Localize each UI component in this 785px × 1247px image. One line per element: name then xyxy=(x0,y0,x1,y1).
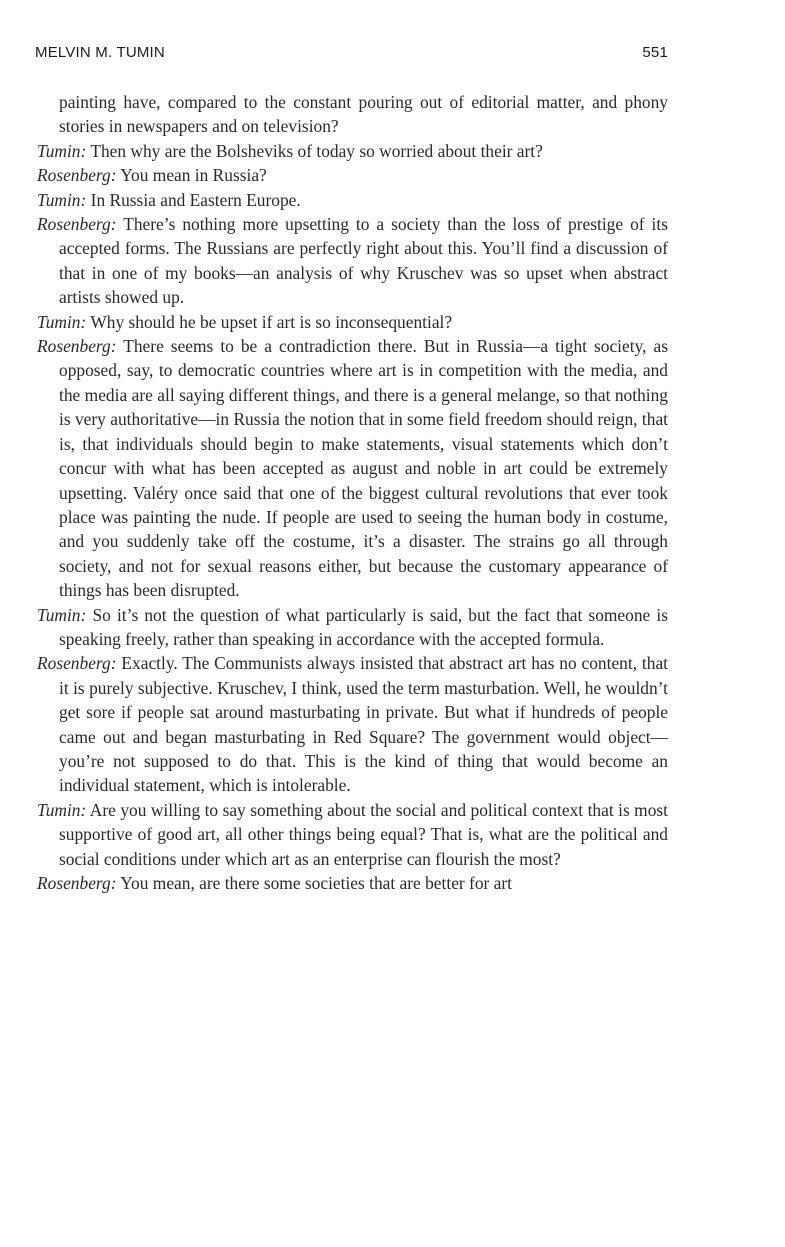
speaker-label: Tumin: xyxy=(37,799,87,820)
dialogue-text: You mean in Russia? xyxy=(120,165,267,186)
dialogue-text: There’s nothing more upsetting to a society than the loss of prestige of its accepted forms. The Russians are perfectly right about this. You’ll find a discussion of that in one of my books—an analysis of why Kruschev was so upset when abstract artists showed up. xyxy=(59,214,668,308)
speaker-label: Tumin: xyxy=(37,189,87,210)
dialogue-paragraph xyxy=(37,871,668,895)
dialogue-paragraph xyxy=(37,310,668,334)
speaker-label: Rosenberg: xyxy=(37,653,117,674)
dialogue-text: Are you willing to say something about the social and political context that is most supportive of good art, all other things being equal? That is, what are the political and social conditions under which art as an enterprise can flourish the most? xyxy=(59,799,668,869)
dialogue-paragraph xyxy=(37,212,668,310)
dialogue-text: You mean, are there some societies that are better for art xyxy=(120,873,513,893)
interview-text xyxy=(37,90,668,895)
dialogue-text: Exactly. The Communists always insisted that abstract art has no content, that it is purely subjective. Kruschev, I think, used the term masturbation. Well, he wouldn’t get sore if people sat around masturbating in private. But what if hundreds of people came out and began masturbating in Red Square? The government would object—you’re not supposed to do that. This is the kind of thing that would become an individual statement, which is intolerable. xyxy=(59,653,668,796)
dialogue-text: There seems to be a contradiction there. But in Russia—a tight society, as opposed, say, to democratic countries where art is in competition with the media, and the media are all saying different things, and there is a general melange, so that nothing is very authoritative—in Russia the notion that in some field freedom should reign, that is, that individuals should begin to make statements, visual statements which don’t concur with what has been accepted as august and noble in art could be extremely upsetting. Valéry once said that one of the biggest cultural revolutions that ever took place was painting the nude. If people are used to seeing the human body in costume, and you suddenly take off the costume, it’s a disaster. The strains go all through society, and not for sexual reasons either, but because the customary appearance of things has been disrupted. xyxy=(59,336,668,601)
dialogue-paragraph xyxy=(37,651,668,797)
speaker-label: Rosenberg: xyxy=(37,214,117,235)
dialogue-text: So it’s not the question of what particularly is said, but the fact that someone is speaking freely, rather than speaking in accordance with the accepted formula. xyxy=(59,604,668,649)
speaker-label: Tumin: xyxy=(37,140,87,161)
speaker-label: Rosenberg: xyxy=(37,873,117,893)
running-head-author: MELVIN M. TUMIN xyxy=(35,44,165,61)
dialogue-text: painting have, compared to the constant pouring out of editorial matter, and phony stories in newspapers and on television? xyxy=(59,92,668,137)
speaker-label: Rosenberg: xyxy=(37,165,117,186)
running-head xyxy=(35,44,668,64)
dialogue-text: Then why are the Bolsheviks of today so worried about their art? xyxy=(90,140,543,161)
dialogue-text: Why should he be upset if art is so inconsequential? xyxy=(90,311,453,332)
speaker-label: Tumin: xyxy=(37,604,87,625)
dialogue-paragraph xyxy=(37,163,668,187)
dialogue-paragraph xyxy=(37,603,668,652)
dialogue-text: In Russia and Eastern Europe. xyxy=(90,189,301,210)
dialogue-paragraph xyxy=(37,334,668,602)
page-number: 551 xyxy=(642,44,668,61)
speaker-label: Tumin: xyxy=(37,311,87,332)
speaker-label: Rosenberg: xyxy=(37,336,117,357)
dialogue-paragraph xyxy=(37,188,668,212)
dialogue-paragraph xyxy=(37,798,668,871)
dialogue-paragraph xyxy=(37,139,668,163)
dialogue-paragraph xyxy=(37,90,668,139)
